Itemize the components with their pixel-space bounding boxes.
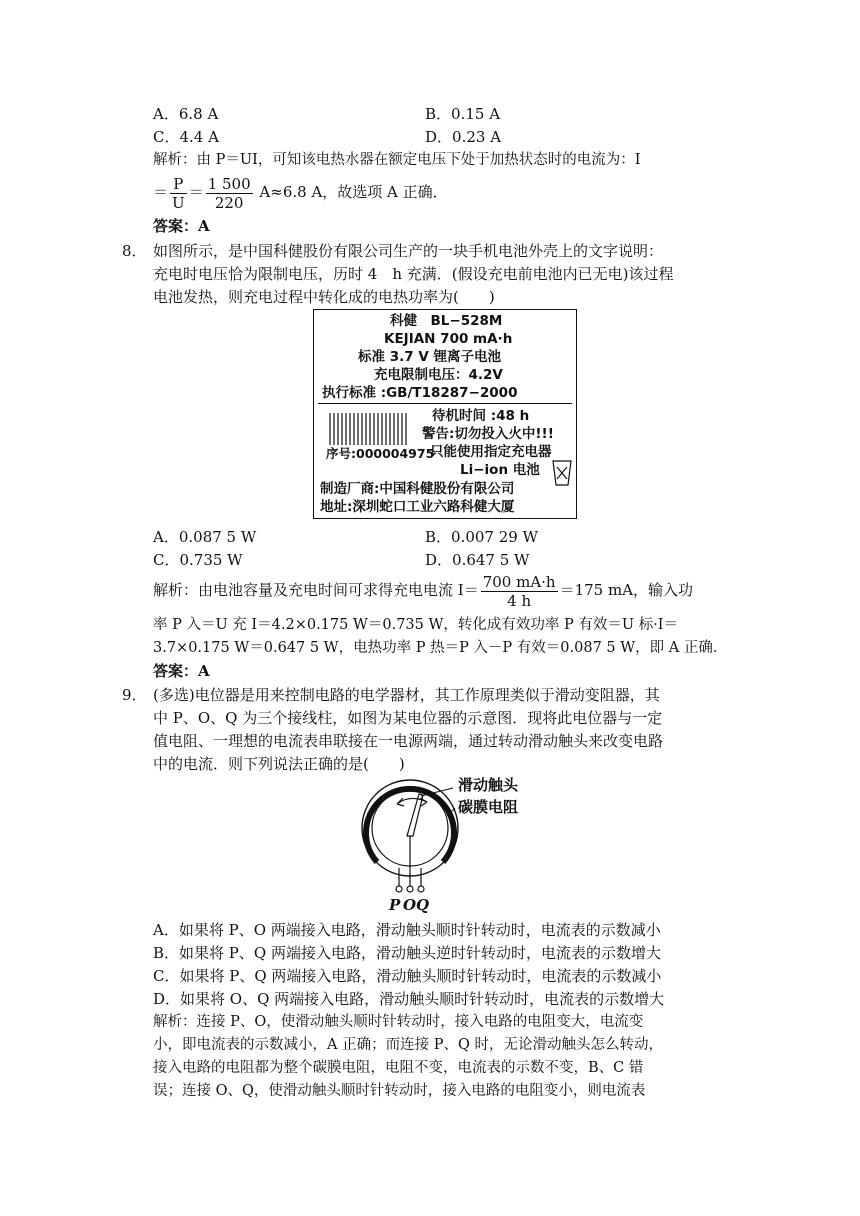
q9-option-d: D．如果将 O、Q 两端接入电路，滑动触头顺时针转动时，电流表的示数增大: [153, 990, 665, 1008]
fig-label-carbon-film: 碳膜电阻: [458, 798, 519, 816]
battery-exec-standard: 执行标准 :GB/T18287−2000: [322, 385, 518, 401]
q8-option-c: C．0.735 W: [153, 551, 243, 569]
q8-number: 8．: [122, 242, 147, 260]
q8-answer: 答案：A: [153, 662, 210, 680]
q9-option-c: C．如果将 P、Q 两端接入电路，滑动触头顺时针转动时，电流表的示数减小: [153, 967, 662, 985]
battery-model: 科健 BL−528M: [390, 313, 503, 329]
q8-solution-line2: 率 P 入＝U 充 I＝4.2×0.175 W＝0.735 W，转化成有效功率 P 有效＝U 标·I＝: [153, 617, 679, 633]
q8-solution-line3: 3.7×0.175 W＝0.647 5 W，电热功率 P 热＝P 入－P 有效＝0.087 5 W，即 A 正确．: [153, 640, 728, 656]
q7-option-d: D．0.23 A: [425, 128, 502, 146]
q7-option-c: C．4.4 A: [153, 128, 219, 146]
q8-stem-line3: 电池发热，则充电过程中转化成的电热功率为( ): [153, 288, 495, 306]
q7-frac2-num: 1 500: [207, 174, 251, 193]
barcode-icon: [328, 411, 420, 447]
q7-solution-tail: A≈6.8 A，故选项 A 正确．: [259, 183, 448, 201]
q8-frac-den: 4 h: [507, 591, 532, 610]
q7-frac-num: P: [170, 175, 187, 194]
q9-solution-line4: 误；连接 O、Q，使滑动触头顺时针转动时，接入电路的电阻变小，则电流表: [153, 1083, 646, 1099]
q9-option-a: A．如果将 P、O 两端接入电路，滑动触头顺时针转动时，电流表的示数减小: [153, 921, 661, 939]
battery-warning: 警告:切勿投入火中!!!: [422, 426, 554, 442]
battery-serial: 序号:000004975: [326, 446, 435, 461]
battery-standard: 标准 3.7 V 锂离子电池: [358, 349, 501, 365]
q8-stem-line1: 如图所示，是中国科健股份有限公司生产的一块手机电池外壳上的文字说明：: [153, 242, 664, 260]
q7-solution-line2: [153, 172, 448, 212]
terminal-o-icon: [407, 886, 413, 892]
q8-frac-num: 700 mA·h: [482, 572, 556, 591]
terminal-p-icon: [396, 886, 402, 892]
q9-stem-line3: 值电阻、一理想的电流表串联接在一电源两端，通过转动滑动触头来改变电路: [153, 732, 664, 750]
q7-frac2-den: 220: [214, 193, 244, 212]
q9-solution-line2: 小，即电流表的示数减小，A 正确；而连接 P、Q 时，无论滑动触头怎么转动，: [153, 1037, 663, 1053]
terminal-q-label: Q: [416, 896, 430, 914]
q7-option-a: A．6.8 A: [153, 105, 219, 123]
q8-fraction-current: [481, 573, 558, 610]
q7-frac-den: U: [172, 193, 185, 212]
q8-solution-line1: [153, 570, 693, 610]
q9-stem-line2: 中 P、O、Q 为三个接线柱，如图为某电位器的示意图．现将此电位器与一定: [153, 709, 663, 727]
fig-label-sliding-contact: 滑动触头: [458, 776, 519, 794]
q9-stem-line1: (多选)电位器是用来控制电路的电学器材，其工作原理类似于滑动变阻器，其: [153, 686, 660, 704]
q7-option-b: B．0.15 A: [425, 105, 501, 123]
terminal-o-label: O: [403, 896, 417, 914]
terminal-p-label: P: [389, 896, 401, 914]
battery-standby: 待机时间 :48 h: [432, 408, 530, 424]
q7-answer: 答案：A: [153, 217, 210, 235]
q7-fraction-pu: [170, 175, 187, 212]
q7-equals: ＝: [153, 183, 169, 201]
recycle-bin-icon: [550, 457, 574, 487]
q8-option-b: B．0.007 29 W: [425, 528, 539, 546]
q8-option-d: D．0.647 5 W: [425, 551, 530, 569]
q7-fraction-values: [206, 175, 253, 212]
q9-stem-line4: 中的电流．则下列说法正确的是( ): [153, 755, 405, 773]
terminal-q-icon: [418, 886, 424, 892]
battery-manufacturer: 制造厂商:中国科健股份有限公司: [320, 481, 515, 497]
q8-sol1-post: ＝175 mA，输入功: [559, 581, 694, 599]
q7-solution-line1: 解析：由 P＝UI，可知该电热水器在额定电压下处于加热状态时的电流为：I: [153, 152, 641, 168]
battery-divider: [318, 403, 572, 404]
battery-address: 地址:深圳蛇口工业六路科健大厦: [320, 499, 515, 515]
q7-equals2: ＝: [188, 183, 204, 201]
q9-solution-line3: 接入电路的电阻都为整个碳膜电阻，电阻不变，电流表的示数不变，B、C 错: [153, 1060, 644, 1076]
battery-type: Li−ion 电池: [460, 462, 540, 478]
q8-option-a: A．0.087 5 W: [153, 528, 257, 546]
q9-number: 9．: [122, 686, 147, 704]
battery-charger-note: 只能使用指定充电器: [430, 444, 552, 460]
q9-solution-line1: 解析：连接 P、O，使滑动触头顺时针转动时，接入电路的电阻变大，电流变: [153, 1014, 644, 1030]
q9-option-b: B．如果将 P、Q 两端接入电路，滑动触头逆时针转动时，电流表的示数增大: [153, 944, 661, 962]
q8-stem-line2: 充电时电压恰为限制电压，历时 4 h 充满．(假设充电前电池内已无电)该过程: [153, 265, 674, 283]
battery-label-figure: [313, 309, 577, 519]
battery-capacity: KEJIAN 700 mA·h: [384, 331, 513, 347]
battery-charge-limit: 充电限制电压：4.2V: [374, 367, 503, 383]
q8-sol1-pre: 解析：由电池容量及充电时间可求得充电电流 I＝: [153, 581, 479, 599]
sliding-contact: [407, 794, 423, 836]
